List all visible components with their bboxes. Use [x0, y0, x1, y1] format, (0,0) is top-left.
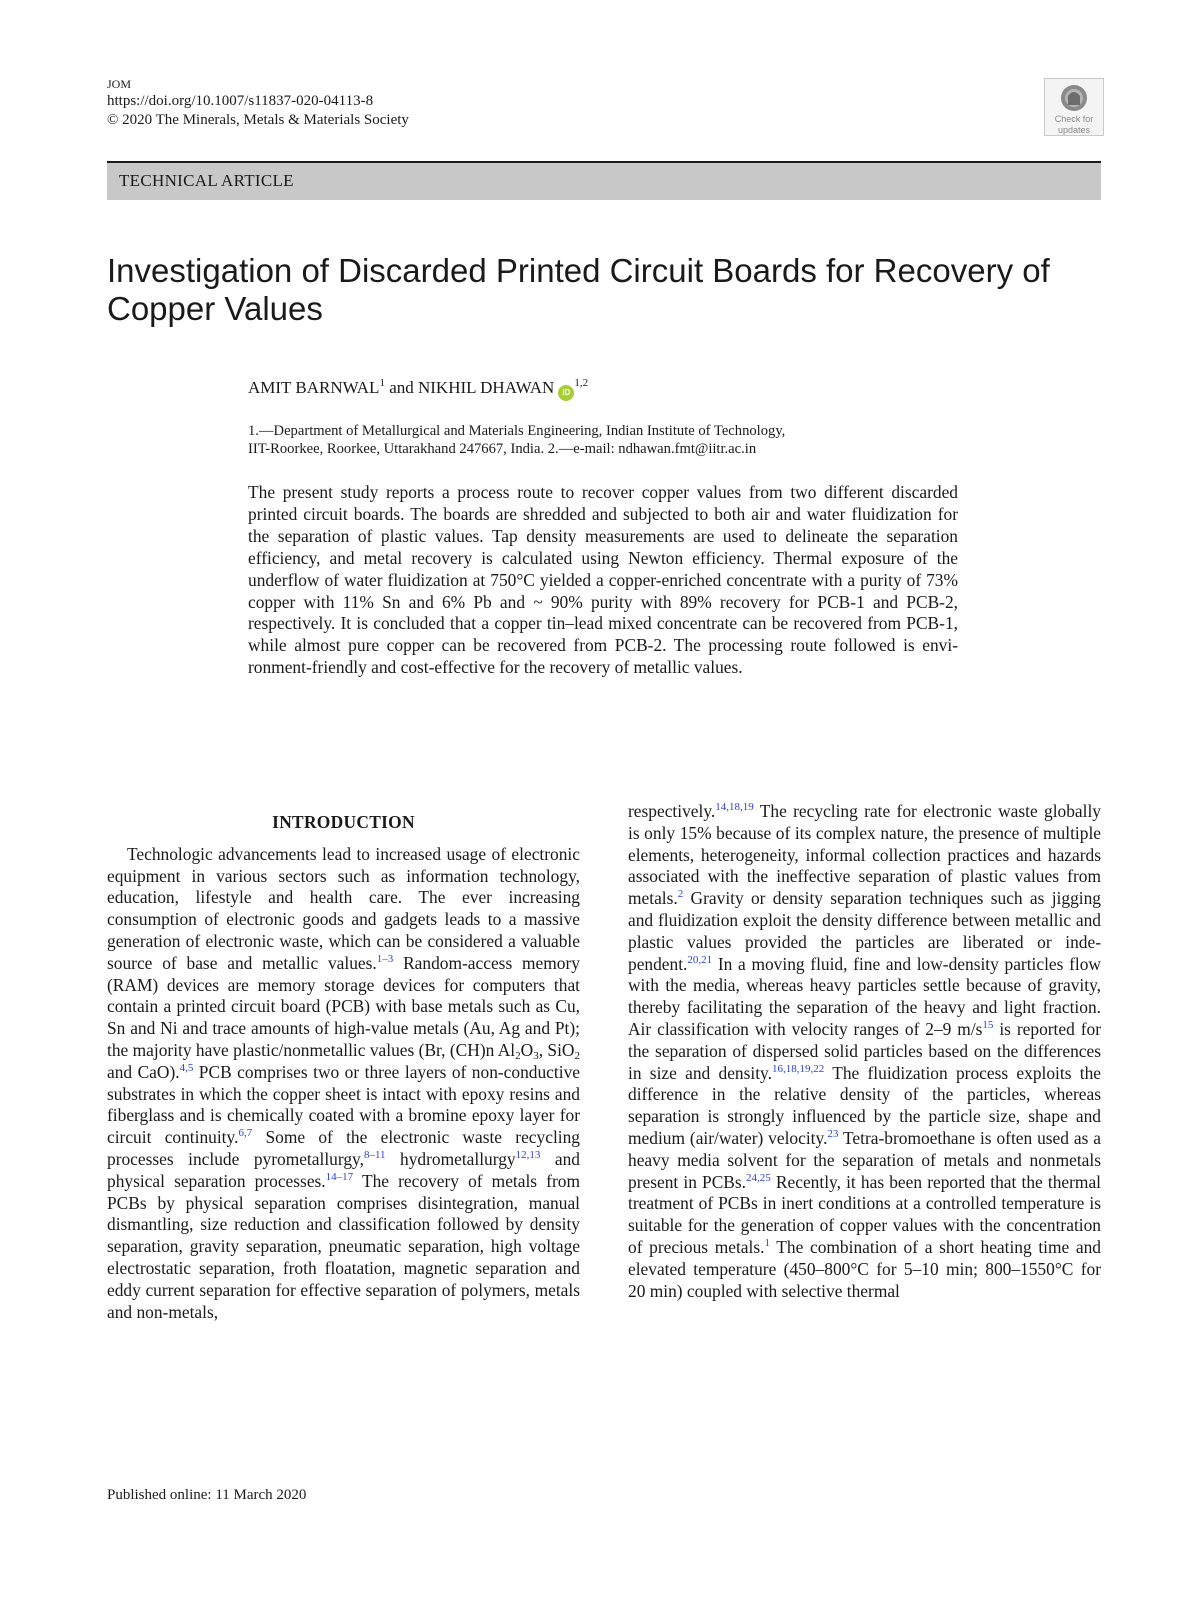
subscript: 2: [574, 1049, 580, 1062]
citation-link[interactable]: 23: [827, 1127, 839, 1140]
author-conjunction: and: [384, 378, 418, 397]
citation-link[interactable]: 1–3: [376, 952, 394, 965]
affiliations: [248, 422, 960, 458]
body-text: is reported for the separation of dispersed solid particles based on the differences in size and density.: [628, 1018, 1102, 1083]
body-text: Some of the electronic waste recycling processes include pyrometallurgy,: [107, 1127, 580, 1169]
citation-link[interactable]: 16,18,19,22: [771, 1062, 825, 1075]
citation-link[interactable]: 15: [982, 1018, 994, 1031]
citation-link[interactable]: 1: [764, 1236, 770, 1249]
citation-link[interactable]: 6,7: [238, 1127, 253, 1140]
article-title: Investigation of Discarded Printed Circuit Boards for Recovery of Copper Values: [107, 252, 1050, 327]
author-name[interactable]: NIKHIL DHAWAN: [417, 378, 555, 397]
doi-link[interactable]: https://doi.org/10.1007/s11837-020-04113-8: [107, 93, 374, 109]
section-heading: INTRODUCTION: [272, 812, 415, 832]
affiliation-ref: 1,2: [574, 377, 589, 389]
body-text: and CaO).: [107, 1061, 180, 1082]
journal-name: JOM: [107, 77, 132, 91]
subscript: 3: [533, 1049, 539, 1062]
citation-link[interactable]: 4,5: [179, 1061, 194, 1074]
body-text: The fluidization process exploits the difference in the relative density of the particles, whereas separation is strongly influenced by the particle size, shape and medium (air/water) velocity.: [628, 1062, 1101, 1148]
check-for-updates-icon: [1059, 83, 1089, 113]
citation-link[interactable]: 2: [677, 888, 684, 901]
body-text: The combination of a short heating time and elevated temperature (450–800°C for 5–10 min; 800–1550°C for 20 min) coupled with selective thermal: [628, 1236, 1101, 1301]
author-name[interactable]: AMIT BARNWAL: [248, 378, 380, 397]
citation-link[interactable]: 8–11: [363, 1148, 386, 1161]
body-text: The recovery of metals from PCBs by physical separation comprises disintegration, manual dismantling, size reduction and classification followed by density separation, gravity separation, pneumatic separation, high voltage electrostatic separation, froth floatation, magnetic separation and eddy current separation for effective separation of polymers, metals and non-metals,: [107, 1170, 580, 1322]
check-for-updates-label-1: Check for: [1054, 114, 1094, 124]
subscript: 2: [515, 1049, 521, 1062]
affiliation-line: IIT-Roorkee, Roorkee, Uttarakhand 247667, India. 2.—e-mail: ndhawan.fmt@iitr.ac.in: [248, 441, 757, 457]
article-type-bar: [107, 163, 1101, 200]
body-text: In a moving fluid, fine and low-density particles flow with the media, whereas heavy particles settle because of gravity, thereby facilitating the separation of the heavy and light fraction. Air classification with velocity ranges of 2–9 m/s: [628, 953, 1101, 1039]
body-text: Recently, it has been reported that the thermal treatment of PCBs in inert conditions at a controlled temperature is suitable for the generation of copper values with the concentration of precious metals.: [628, 1171, 1102, 1257]
journal-header: [107, 76, 409, 130]
body-text: The recycling rate for electronic waste globally is only 15% because of its complex nature, the presence of multiple elements, heterogeneity, informal collection practices and hazards associated with the ineffective separation of plastic values from metals.: [628, 801, 1101, 909]
body-text: O: [520, 1039, 534, 1060]
body-text: Gravity or density separation techniques such as jigging and fluidization exploit the density difference between metallic and plastic values provided the particles are liberated or independent.: [628, 888, 1101, 974]
orcid-icon[interactable]: iD: [558, 385, 574, 401]
body-text: hydrometallurgy: [385, 1148, 516, 1169]
article-type-label: TECHNICAL ARTICLE: [119, 171, 294, 190]
body-column-right: [628, 801, 1101, 1302]
body-text: Technologic advancements lead to increased usage of electronic equipment in various sectors such as information technology, education, lifestyle and health care. The ever increasing consumption of electronic goods and gadgets leads to a massive generation of electronic waste, which can be considered a valuable source of base and metallic values.: [107, 843, 580, 973]
body-text: Random-access memory (RAM) devices are memory storage devices for computers that contain a printed circuit board (PCB) with base metals such as Cu, Sn and Ni and trace amounts of high-value metals (Au, Ag and Pt); the majority have plastic/nonmetallic values (Br, (CH)n Al: [107, 952, 580, 1060]
body-text: and physical separation processes.: [107, 1148, 580, 1191]
body-text: PCB comprises two or three layers of non-conductive substrates in which the copper sheet is intact with epoxy resins and fiberglass and is chemically coated with a bromine epoxy layer for circuit continuity.: [107, 1061, 580, 1148]
citation-link[interactable]: 20,21: [687, 953, 713, 966]
body-text: , SiO: [538, 1039, 575, 1060]
affiliation-line: 1.—Department of Metallurgical and Materials Engineering, Indian Institute of Technology,: [248, 423, 786, 439]
body-paragraph: [628, 801, 1101, 1302]
citation-link[interactable]: 24,25: [746, 1171, 771, 1184]
citation-link[interactable]: 14,18,19: [715, 801, 754, 813]
citation-link[interactable]: 14–17: [325, 1170, 354, 1183]
citation-link[interactable]: 12,13: [515, 1148, 541, 1161]
check-for-updates-label-2: updates: [1057, 125, 1091, 135]
body-text: respectively.: [628, 801, 716, 821]
abstract: The present study reports a process route to recover copper values from two different discarded printed circuit boards. The boards are shredded and subjected to both air and water fluidization for the separation of plastic values. Tap density measurements are used to delineate the separation efficiency, and metal recovery is calculated using Newton efficiency. Thermal exposure of the underflow of water fluidization at 750°C yielded a copper-enriched concentrate with a purity of 73% copper with 11% Sn and 6% Pb and ~ 90% purity with 89% recovery for PCB-1 and PCB-2, respectively. It is concluded that a copper tin–lead mixed concentrate can be recovered from PCB-1, while almost pure copper can be recovered from PCB-2. The processing route followed is environment-friendly and cost-effective for the recovery of metallic values.: [248, 482, 958, 678]
body-column-left: [107, 812, 580, 1323]
body-paragraph: [107, 844, 580, 1324]
publication-date: Published online: 11 March 2020: [107, 1487, 307, 1503]
body-text: Tetra-bromoethane is often used as a heavy media solvent for the separation of metals and nonmetals present in PCBs.: [628, 1127, 1101, 1192]
affiliation-ref: 1: [379, 377, 385, 389]
check-for-updates-badge[interactable]: [1044, 78, 1104, 136]
author-list: [248, 372, 588, 401]
copyright-notice: © 2020 The Minerals, Metals & Materials Society: [107, 112, 409, 128]
